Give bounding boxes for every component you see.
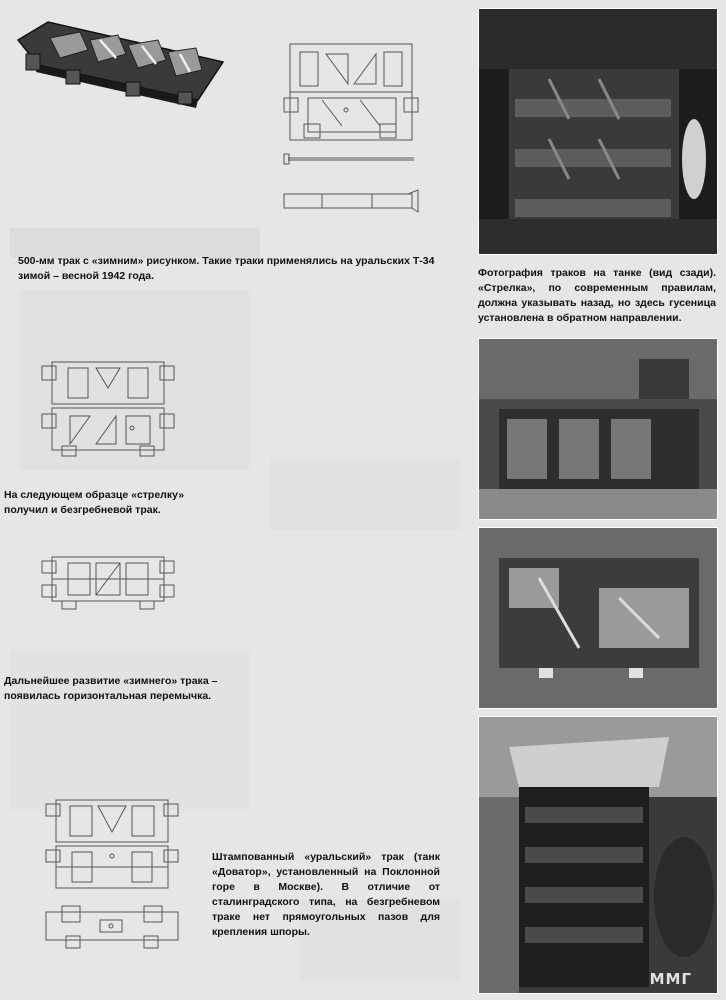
track-plan-drawing-icon <box>282 40 422 220</box>
caption-arrow-variant: На следующем образце «стрелку» получил и безгребневой трак. <box>4 489 185 516</box>
watermark-text: ММГ <box>649 970 692 988</box>
track-plan-drawing-icon <box>40 358 176 458</box>
caption-stamped-ural: Штампованный «уральский» трак (танк «Доватор», установленный на Поклонной горе в Москве). В отличие от сталинградского типа, на безгребневом траке нет прямоугольных пазов для крепления шпоры. <box>212 851 440 938</box>
photo-track-rear-view <box>478 8 718 255</box>
track-pin-drawing-icon <box>284 154 414 164</box>
track-link-render-icon <box>8 10 230 110</box>
bleed-through-block <box>270 460 460 530</box>
caption-crossbar-variant: Дальнейшее развитие «зимнего» трака – появилась горизонтальная перемычка. <box>4 675 218 702</box>
photo-tank-track-side <box>478 716 718 994</box>
caption-rear-view-photo: Фотография траков на танке (вид сзади). «Стрелка», по современным правилам, должна указывать назад, но здесь гусеница установлена в обратном направлении. <box>478 267 716 324</box>
photo-track-detail-2 <box>478 527 718 709</box>
caption-winter-track: 500-мм трак с «зимним» рисунком. Такие траки применялись на уральских Т-34 зимой – весной 1942 года. <box>18 255 435 282</box>
photo-track-detail-1 <box>478 338 718 520</box>
track-plan-drawing-icon <box>40 553 176 611</box>
track-plan-drawing-icon <box>44 796 180 952</box>
